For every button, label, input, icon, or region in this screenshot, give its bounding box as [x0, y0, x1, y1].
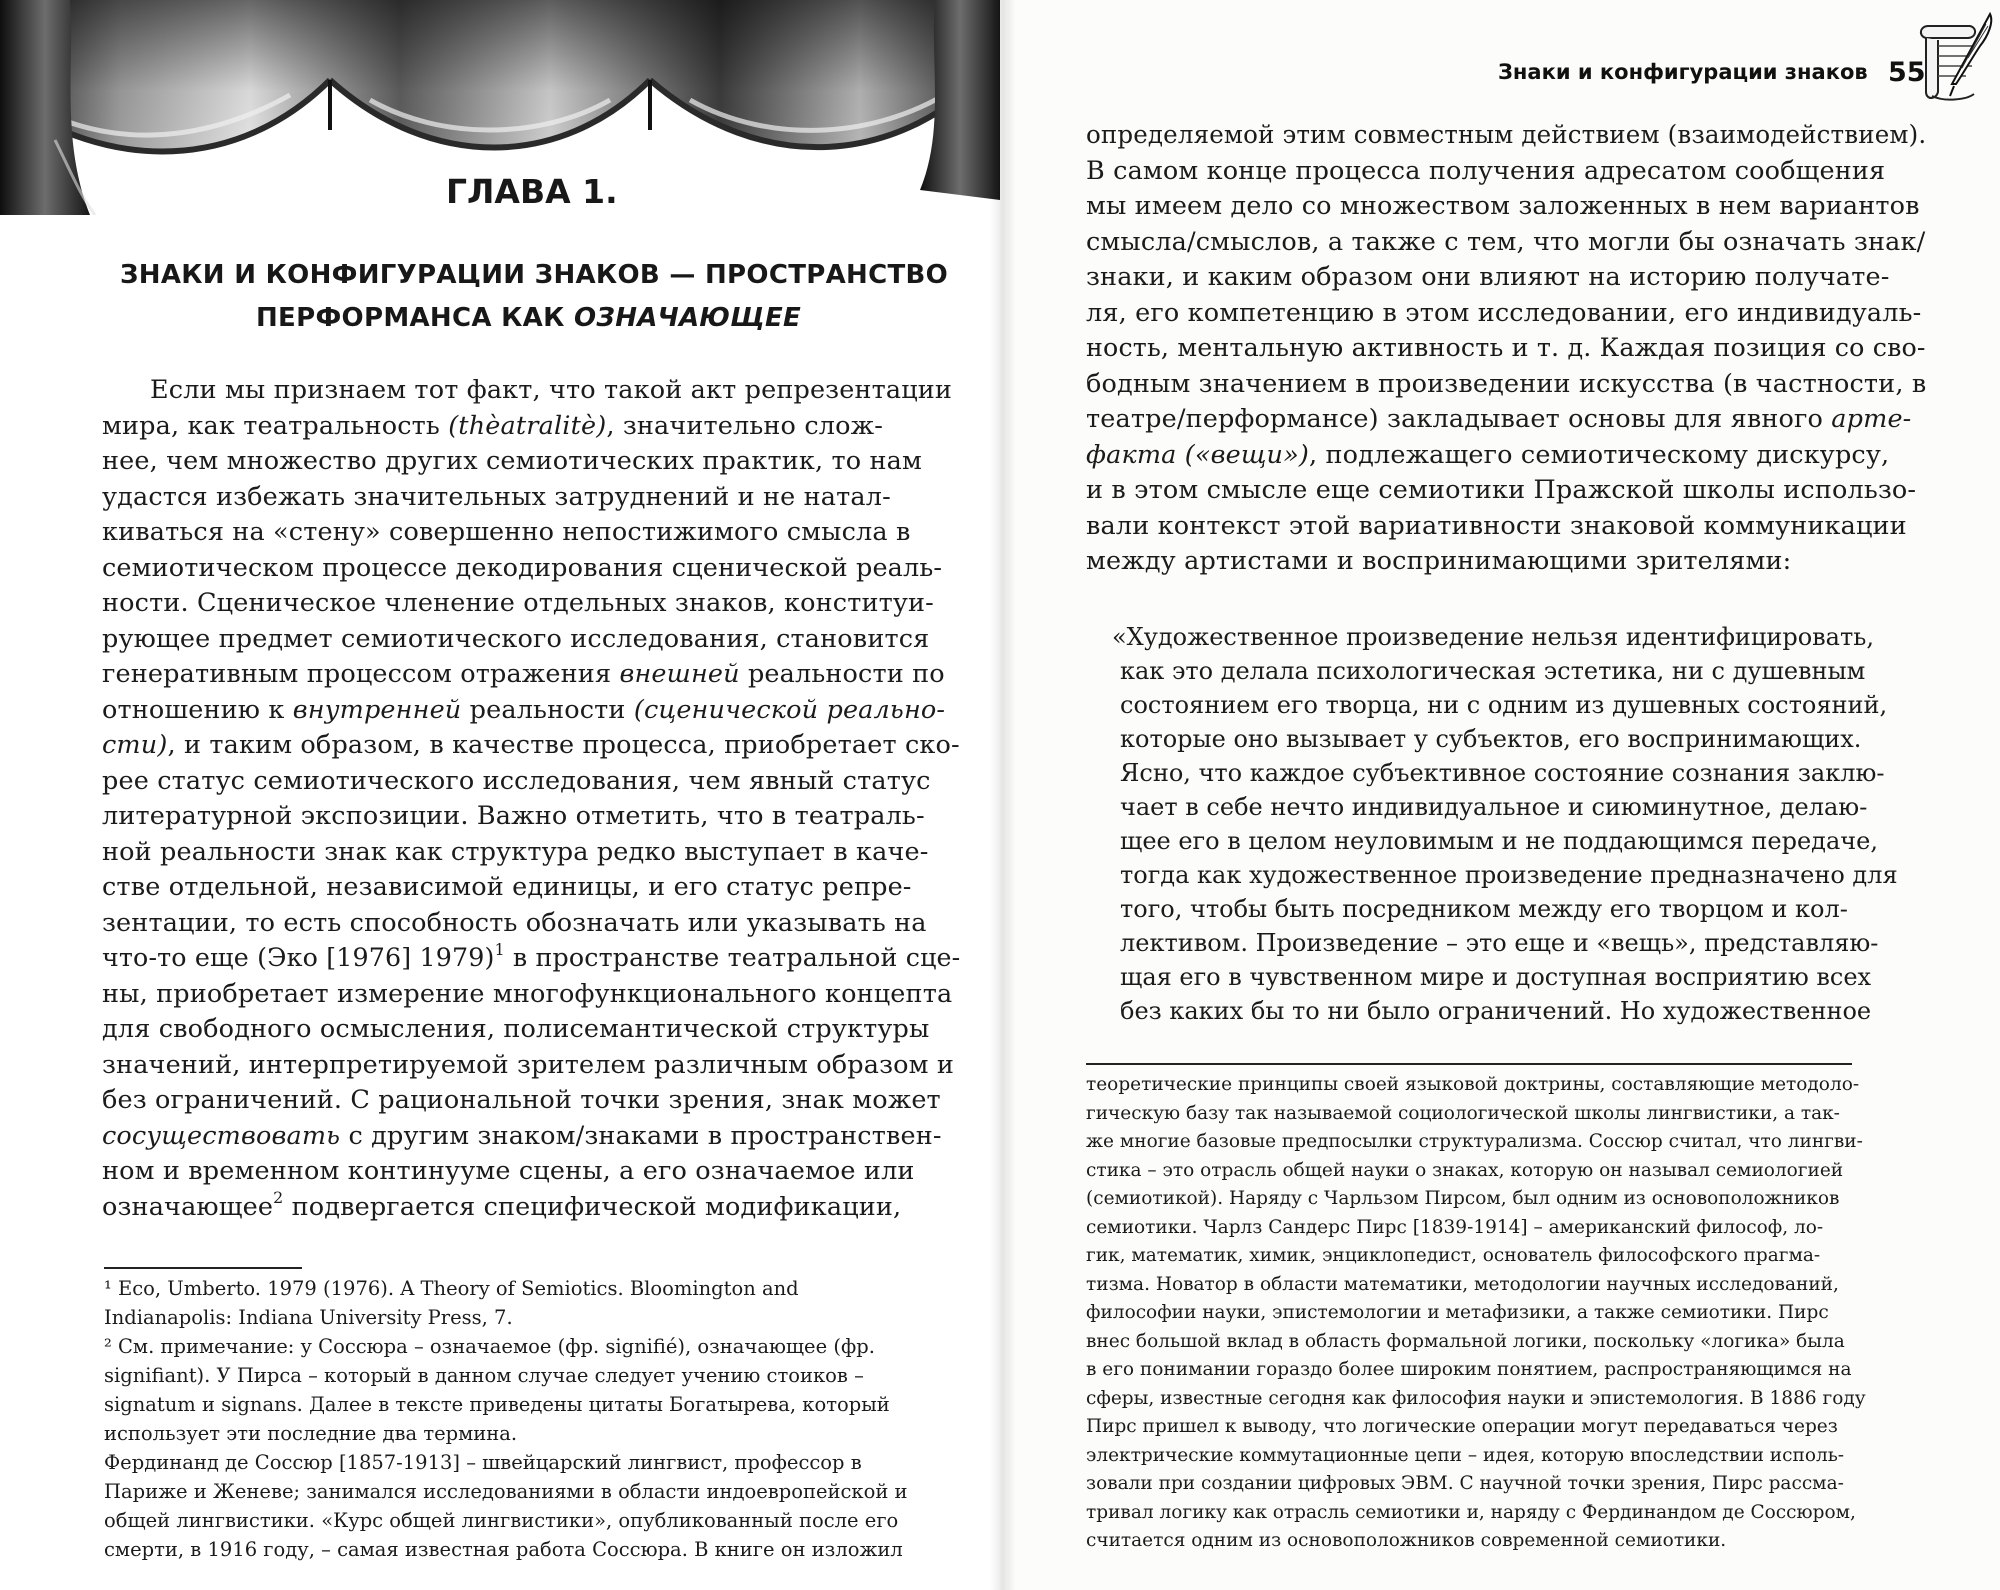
- footnote-line: гическую базу так называемой социологической школы лингвистики, а так-: [1086, 1102, 1840, 1124]
- chapter-title-line-2: [256, 303, 801, 333]
- footnote-line: (семиотикой). Наряду с Чарльзом Пирсом, был одним из основоположников: [1086, 1188, 1840, 1209]
- page-number: 55: [1888, 57, 1926, 88]
- chapter-title-italic: ОЗНАЧАЮЩЕЕ: [574, 303, 802, 333]
- footnote-line: использует эти последние два термина.: [104, 1422, 518, 1445]
- body-line: без ограничений. С рациональной точки зрения, знак может: [102, 1085, 941, 1115]
- quote-line: чает в себе нечто индивидуальное и сиюминутное, делаю-: [1120, 793, 1868, 821]
- body-line: ности. Сценическое членение отдельных знаков, конституи-: [102, 588, 934, 618]
- chapter-label: ГЛАВА 1.: [446, 172, 618, 211]
- body-line: рующее предмет семиотического исследования, становится: [102, 623, 930, 654]
- footnote-line: тизма. Новатор в области математики, методологии научных исследований,: [1086, 1273, 1839, 1295]
- footnote-line: сферы, известные сегодня как философия науки и эпистемология. В 1886 году: [1086, 1387, 1866, 1409]
- quote-line: которые оно вызывает у субъектов, его воспринимающих.: [1120, 725, 1862, 753]
- body-line: киваться на «стену» совершенно непостижимого смысла в: [102, 517, 911, 547]
- quote-line: без каких бы то ни было ограничений. Но художественное: [1120, 997, 1872, 1025]
- body-line: мы имеем дело со множеством заложенных в нем вариантов: [1086, 191, 1920, 221]
- body-line: факта («вещи»), подлежащего семиотическому дискурсу,: [1086, 439, 1890, 470]
- running-header: Знаки и конфигурации знаков: [1498, 60, 1868, 84]
- footnote-line: электрические коммутационные цепи – идея, которую впоследствии исполь-: [1086, 1444, 1845, 1466]
- body-line: между артистами и воспринимающими зрителями:: [1086, 546, 1792, 576]
- footnote-line: общей лингвистики. «Курс общей лингвистики», опубликованный после его: [104, 1509, 899, 1532]
- body-line: сосуществовать с другим знаком/знаками в пространствен-: [102, 1120, 942, 1151]
- body-line: рее статус семиотического исследования, чем явный статус: [102, 765, 931, 796]
- footnote-line: теоретические принципы своей языковой доктрины, составляющие методоло-: [1086, 1074, 1860, 1095]
- scroll-quill-icon: [1910, 6, 1996, 106]
- body-line: В самом конце процесса получения адресатом сообщения: [1086, 155, 1886, 186]
- quote-line: «Художественное произведение нельзя идентифицировать,: [1112, 623, 1874, 651]
- footnote-line: семиотики. Чарлз Сандерс Пирс [1839-1914] – американский философ, ло-: [1086, 1216, 1824, 1238]
- quote-line: Ясно, что каждое субъективное состояние сознания заклю-: [1120, 759, 1885, 787]
- footnote-line: тривал логику как отрасль семиотики и, наряду с Фердинандом де Соссюром,: [1086, 1501, 1856, 1523]
- body-line: литературной экспозиции. Важно отметить, что в театраль-: [102, 801, 925, 831]
- quote-line: тогда как художественное произведение предназначено для: [1120, 861, 1898, 889]
- chapter-title-plain: ПЕРФОРМАНСА КАК: [256, 303, 575, 333]
- quote-line: щая его в чувственном мире и доступная восприятию всех: [1120, 963, 1872, 991]
- footnote-line: зовали при создании цифровых ЭВМ. С научной точки зрения, Пирс рассма-: [1086, 1473, 1844, 1494]
- body-line: Если мы признаем тот факт, что такой акт репрезентации: [150, 375, 953, 405]
- footnote-line: ² См. примечание: у Соссюра – означаемое (фр. signifié), означающее (фр.: [104, 1335, 875, 1358]
- body-line: нее, чем множество других семиотических практик, то нам: [102, 446, 922, 476]
- footnote-line: смерти, в 1916 году, – самая известная работа Соссюра. В книге он изложил: [104, 1538, 903, 1561]
- footnote-line: же многие базовые предпосылки структурализма. Соссюр считал, что лингви-: [1086, 1131, 1863, 1152]
- body-line: ной реальности знак как структура редко выступает в каче-: [102, 836, 929, 867]
- footnote-line: стика – это отрасль общей науки о знаках, которую он называл семиологией: [1086, 1159, 1844, 1181]
- body-line: зентации, то есть способность обозначать или указывать на: [102, 907, 927, 938]
- body-line: что-то еще (Эко [1976] 1979)$^1$ в пространстве театральной сце-: [102, 939, 961, 973]
- quote-line: как это делала психологическая эстетика, ни с душевным: [1120, 657, 1866, 685]
- quote-line: щее его в целом неуловимым и не поддающимся передаче,: [1120, 827, 1878, 855]
- body-line: означающее$^2$ подвергается специфической модификации,: [102, 1188, 902, 1222]
- body-line: ном и временном континууме сцены, а его означаемое или: [102, 1156, 915, 1186]
- footnote-line: философии науки, эпистемологии и метафизики, а также семиотики. Пирс: [1086, 1302, 1829, 1323]
- body-line: мира, как театральность (thèatralitè), значительно слож-: [102, 410, 883, 441]
- body-line: семиотическом процессе декодирования сценической реаль-: [102, 552, 943, 583]
- footnote-line: ¹ Eco, Umberto. 1979 (1976). A Theory of Semiotics. Bloomington and: [104, 1277, 799, 1300]
- body-line: бодным значением в произведении искусства (в частности, в: [1086, 368, 1927, 399]
- right-page: [1000, 0, 2000, 1590]
- body-line: смысла/смыслов, а также с тем, что могли бы означать знак/: [1086, 226, 1926, 257]
- footnote-line: гик, математик, химик, энциклопедист, основатель философского прагма-: [1086, 1245, 1821, 1266]
- footnote-line: Париже и Женеве; занимался исследованиями в области индоевропейской и: [104, 1480, 908, 1503]
- body-line: ность, ментальную активность и т. д. Каждая позиция со сво-: [1086, 333, 1926, 363]
- footnote-line: signatum и signans. Далее в тексте приведены цитаты Богатырева, который: [104, 1393, 890, 1416]
- body-line: значений, интерпретируемой зрителем различным образом и: [102, 1049, 955, 1080]
- footnote-line: Пирс пришел к выводу, что логические операции могут передаваться через: [1086, 1416, 1838, 1437]
- body-line: вали контекст этой вариативности знаковой коммуникации: [1086, 510, 1907, 541]
- book-gutter-shadow: [990, 0, 1016, 1590]
- quote-line: лективом. Произведение – это еще и «вещь», представляю-: [1120, 929, 1879, 957]
- footnote-line: внес большой вклад в область формальной логики, поскольку «логика» была: [1086, 1330, 1845, 1352]
- footnote-line: signifiant). У Пирса – который в данном случае следует учению стоиков –: [104, 1364, 864, 1387]
- body-line: отношению к внутренней реальности (сценической реально-: [102, 694, 946, 725]
- quote-line: того, чтобы быть посредником между его творцом и кол-: [1120, 895, 1848, 923]
- body-line: знаки, и каким образом они влияют на историю получате-: [1086, 262, 1890, 292]
- chapter-title-line-1: ЗНАКИ И КОНФИГУРАЦИИ ЗНАКОВ — ПРОСТРАНСТВО: [120, 260, 949, 290]
- footnote-rule-right: [1086, 1063, 1852, 1065]
- body-line: удастся избежать значительных затруднений и не натал-: [102, 481, 891, 512]
- body-line: театре/перформансе) закладывает основы для явного арте-: [1086, 404, 1912, 434]
- footnote-line: считается одним из основоположников современной семиотики.: [1086, 1530, 1727, 1551]
- body-line: генеративным процессом отражения внешней реальности по: [102, 659, 945, 689]
- body-line: стве отдельной, независимой единицы, и его статус репре-: [102, 872, 912, 902]
- footnote-line: Indianapolis: Indiana University Press, 7.: [104, 1306, 513, 1329]
- body-line: ля, его компетенцию в этом исследовании, его индивидуаль-: [1086, 297, 1922, 328]
- body-line: сти), и таким образом, в качестве процесса, приобретает ско-: [102, 730, 960, 760]
- footnote-line: Фердинанд де Соссюр [1857-1913] – швейцарский лингвист, профессор в: [104, 1451, 862, 1474]
- body-line: для свободного осмысления, полисемантической структуры: [102, 1014, 930, 1044]
- quote-line: состоянием его творца, ни с одним из душевных состояний,: [1120, 691, 1888, 719]
- footnote-rule: [104, 1267, 302, 1269]
- body-line: ны, приобретает измерение многофункционального концепта: [102, 978, 953, 1009]
- body-line: и в этом смысле еще семиотики Пражской школы использо-: [1086, 475, 1917, 505]
- footnote-line: в его понимании гораздо более широким понятием, распространяющимся на: [1086, 1359, 1852, 1380]
- body-line: определяемой этим совместным действием (взаимодействием).: [1086, 120, 1927, 150]
